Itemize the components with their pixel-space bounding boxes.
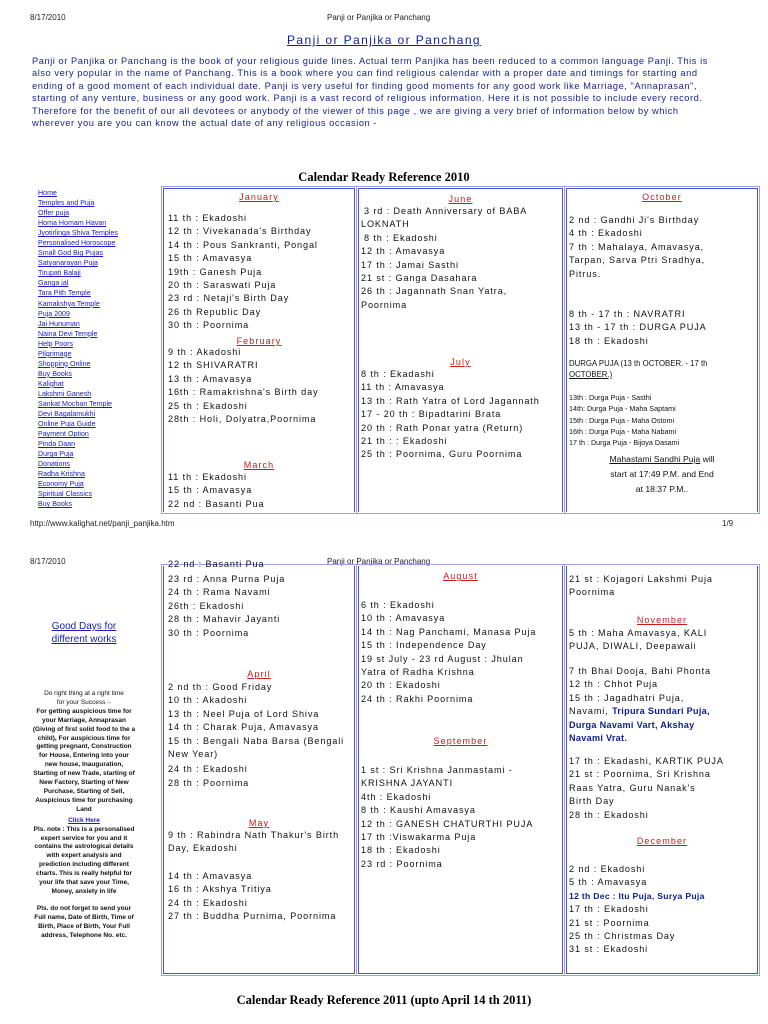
calendar-title: Calendar Ready Reference 2010: [298, 170, 470, 184]
calendar-entry: 15 th : Amavasya: [168, 253, 253, 264]
calendar-entry: 23 rd : Poornima: [361, 858, 443, 869]
calendar-entry: 15 th : Bengali Naba Barsa (Bengali: [168, 735, 345, 746]
good-days-text: your Marriage, Annaprasan: [42, 716, 126, 724]
durga-entry: 17 th : Durga Puja - Bijoya Dasami: [569, 438, 680, 448]
november-list-2: [569, 665, 711, 745]
note-text: charts. This is really helpful for: [35, 870, 133, 878]
nav-link[interactable]: Home: [38, 189, 57, 197]
calendar-entry: Day, Ekadoshi: [168, 843, 238, 854]
calendar-entry: PUJA, DIWALI, Deepawali: [569, 641, 697, 652]
calendar-entry: 9 th : Rabindra Nath Thakur's Birth: [168, 830, 340, 840]
calendar-entry: 24 th : Ekadoshi: [168, 897, 248, 908]
month-heading-july: July: [450, 357, 471, 367]
february-list: [168, 346, 319, 426]
note-text: address, Telephone No. etc.: [41, 931, 127, 939]
calendar-entry: 2 nd : Ekadoshi: [569, 864, 646, 874]
calendar-entry: 5 th : Amavasya: [569, 877, 648, 888]
calendar-entry: 17 th : Ekadoshi: [569, 904, 649, 915]
note-text: Pls. do not forget to send your: [36, 904, 132, 912]
calendar-entry: 12 th SHIVARATRI: [168, 360, 259, 371]
note-text: with expert analysis and: [46, 852, 122, 860]
calendar-entry: 11 th : Ekadoshi: [168, 213, 247, 223]
calendar-entry: 14 th : Charak Puja, Amavasya: [168, 722, 319, 733]
calendar-entry: 6 th : Ekadoshi: [361, 600, 435, 610]
sandhi-puja-link-text: Mahastami Sandhi Puja: [609, 454, 701, 464]
april-list: [168, 681, 344, 790]
month-heading-february: February: [236, 336, 282, 346]
good-days-text: Do right thing at a right time: [44, 690, 124, 697]
calendar-entry: 8 th : Ekadoshi: [364, 232, 438, 243]
month-heading-august: August: [443, 571, 478, 581]
nav-link[interactable]: Buy Books: [38, 500, 72, 509]
calendar-entry: 25 th : Poornima, Guru Poornima: [361, 449, 523, 460]
nav-link[interactable]: Buy Books: [38, 369, 72, 378]
calendar-entry: 19th : Ganesh Puja: [168, 266, 263, 277]
good-days-text: New Factory, Starting of New: [39, 779, 129, 787]
intro-line: Panji or Panjika or Panchang is the book of your religious guide lines. Actual term Panjika has been reduced to a common language Panji. This is: [32, 56, 708, 66]
calendar-entry: Yatra of Radha Krishna: [361, 667, 475, 678]
october-list: [569, 214, 705, 281]
calendar-entry: 20 th : Ekadoshi: [361, 680, 441, 691]
good-days-description: [30, 690, 138, 940]
calendar-entry: 21 th : : Ekadoshi: [361, 436, 448, 447]
nav-link[interactable]: Tara Pith Temple: [38, 289, 91, 298]
nav-link[interactable]: Temples and Puja: [38, 199, 95, 208]
good-days-text: Purchase, Starting of Sell,: [43, 787, 125, 795]
calendar-entry: 22 nd : Basanti Pua: [168, 559, 265, 569]
note-text: Money, anxiety in life: [51, 887, 117, 895]
nav-link[interactable]: Pilgrimage: [38, 349, 72, 358]
nav-link[interactable]: Personalised Horoscope: [38, 239, 116, 248]
sandhi-puja-text: will: [700, 454, 715, 464]
calendar-entry: 20 th : Saraswati Puja: [168, 280, 277, 291]
calendar-entry: 17 th :Viswakarma Puja: [361, 832, 477, 843]
calendar-entry: 21 st : Poornima: [569, 917, 650, 928]
nav-link[interactable]: Lakshmi Ganesh: [38, 389, 92, 398]
durga-puja-heading-line: DURGA PUJA (13 th OCTOBER. - 17 th: [569, 359, 708, 368]
good-days-panel: [36, 620, 132, 646]
nav-link[interactable]: Jai Hunuman: [38, 319, 80, 328]
calendar-entry: KRISHNA JAYANTI: [361, 778, 453, 789]
note-text: your life that save your Time,: [39, 879, 129, 887]
durga-entry: 15th : Durga Puja - Maha Ostomi: [569, 415, 675, 425]
calendar-entry: 10 th : Amavasya: [361, 613, 446, 624]
durga-entry: 13th : Durga Puja - Sasthi: [569, 393, 652, 402]
calendar-entry: 16th : Ramakrishna's Birth day: [168, 387, 319, 398]
intro-paragraph: [32, 55, 760, 129]
calendar-entry: Raas Yatra, Guru Nanak's: [569, 782, 696, 793]
nav-link[interactable]: Radha Krishna: [38, 470, 85, 479]
calendar-entry-bold: 12 th Dec : Itu Puja, Surya Puja: [569, 890, 705, 901]
calendar-entry: 28 th : Ekadoshi: [569, 809, 649, 820]
march-cont-cut: [168, 559, 265, 572]
calendar-entry: 24 th : Rama Navami: [168, 587, 271, 598]
month-heading-march: March: [243, 460, 275, 470]
intro-line: Therefore for the benefit of our all devotees or anybody of the viewer of this page , we are giving a very brief of information below by which: [32, 105, 679, 116]
note-text: contains the astrological details: [34, 843, 134, 851]
january-list: [168, 212, 318, 333]
calendar-entry: 8 th : Kaushi Amavasya: [361, 805, 476, 816]
calendar-entry: 30 th : Poornima: [168, 627, 250, 638]
nav-link[interactable]: Online Puja Guide: [38, 420, 96, 429]
calendar-entry: Pitrus.: [569, 268, 602, 279]
month-heading-november: November: [636, 615, 688, 625]
note-text: Pls. note : This is a personalised: [33, 825, 135, 833]
calendar-entry: 10 th : Akadoshi: [168, 695, 248, 706]
nav-link[interactable]: Shopping Online: [38, 359, 91, 368]
nav-link[interactable]: Donations: [38, 460, 70, 469]
may-list-2: [168, 870, 336, 924]
intro-line: wherever you are you can know the actual date of any religious occasion -: [32, 118, 378, 129]
intro-line: ending of a good moment of each individual date. Panji is very useful for finding good moments for any good work like Marriage, "Annaprasan",: [32, 80, 698, 91]
nav-link[interactable]: Jyotirlinga Shiva Temples: [38, 229, 118, 238]
nav-link[interactable]: Sankat Mochan Temple: [38, 399, 113, 408]
good-days-text: for House, Entering into your: [39, 752, 129, 760]
month-heading-june: June: [448, 194, 473, 204]
good-days-text: Starting of new Trade, starting of: [33, 770, 135, 778]
june-list: [361, 205, 527, 312]
calendar-entry: 15 th : Independence Day: [361, 640, 487, 651]
calendar-entry: 4 th : Ekadoshi: [569, 228, 643, 239]
calendar-entry: 13 th : Neel Puja of Lord Shiva: [168, 708, 320, 719]
page2-title: Panji or Panjika or Panchang: [327, 557, 431, 566]
march-list: [168, 471, 264, 511]
calendar-entry: 24 th : Ekadoshi: [168, 764, 248, 775]
month-heading-december: December: [636, 836, 688, 846]
calendar-entry: 12 th : Amavasya: [361, 246, 446, 257]
calendar-entry: 13 th : Amavasya: [168, 373, 253, 384]
calendar-entry: 22 nd : Basanti Pua: [168, 498, 265, 509]
nav-link[interactable]: Ganga jal: [38, 279, 69, 288]
page-title: Panji or Panjika or Panchang: [287, 33, 481, 47]
nav-link[interactable]: Kalighat: [38, 379, 64, 388]
calendar-entry: 21 st : Kojagori Lakshmi Puja: [569, 574, 713, 584]
october-cont-list: [569, 573, 713, 600]
note-text: expert service for you and it: [40, 834, 128, 842]
calendar-entry: Poornima: [569, 587, 616, 598]
month-heading-october: October: [642, 192, 682, 202]
page-number: 1/9: [722, 519, 734, 528]
calendar-entry: 11 th : Ekadoshi: [168, 472, 247, 482]
calendar-entry: 30 th : Poornima: [168, 320, 250, 331]
nav-link[interactable]: Homa Homam Havan: [38, 219, 107, 228]
month-heading-may: May: [248, 818, 270, 828]
footer-url[interactable]: http://www.kalighat.net/panji_panjika.htm: [30, 519, 175, 528]
calendar-entry: 26th : Ekadoshi: [168, 600, 245, 611]
calendar-entry: 16 th : Akshya Tritiya: [168, 884, 272, 895]
calendar-entry: 8 th : Ekadashi: [361, 369, 435, 379]
intro-line: starting of any venture, business or any good work. Panji is a vast record of religious information. Here it is not possible to include every record.: [32, 93, 703, 104]
calendar-entry: 27 th : Buddha Purnima, Poornima: [168, 911, 337, 922]
may-list: [168, 829, 339, 856]
calendar-entry: 25 th : Ekadoshi: [168, 400, 248, 411]
calendar-entry: 23 rd : Anna Purna Puja: [168, 574, 286, 584]
calendar-entry: 20 th : Rath Ponar yatra (Return): [361, 422, 524, 433]
calendar-entry: 11 th : Amavasya: [361, 382, 445, 393]
sidebar-nav: [38, 188, 118, 510]
note-text: Full name, Date of Birth, Time of: [34, 913, 134, 921]
calendar-entry: 14 th : Nag Panchami, Manasa Puja: [361, 626, 537, 637]
intro-line: also very popular in the name of Panchang. This is a book where you can find religious calendar with a proper date and timings for starting and: [32, 68, 698, 79]
good-days-text: for your Success :-: [56, 698, 112, 706]
month-heading-january: January: [239, 192, 279, 202]
calendar-entry: 26 th : Jagannath Snan Yatra,: [361, 286, 508, 297]
calendar-entry: Navami,: [569, 706, 613, 717]
calendar-entry: 9 th : Akadoshi: [168, 347, 242, 357]
calendar-entry: 28 th : Poornima: [168, 777, 250, 788]
calendar-entry: 3 rd : Death Anniversary of BABA: [364, 206, 528, 216]
page2-date: 8/17/2010: [30, 557, 66, 566]
calendar-entry: 4th : Ekadoshi: [361, 791, 432, 802]
calendar-entry: Poornima: [361, 299, 408, 310]
december-list: [569, 863, 705, 957]
november-list: [569, 627, 707, 654]
calendar-entry: 31 st : Ekadoshi: [569, 944, 649, 955]
nav-link[interactable]: Pinda Daan: [38, 440, 76, 449]
calendar-entry: 24 th : Rakhi Poornima: [361, 693, 474, 704]
calendar-entry: 13 th - 17 th : DURGA PUJA: [569, 322, 707, 333]
nav-link[interactable]: Kamakshya Temple: [38, 299, 100, 308]
july-list: [361, 368, 540, 462]
nav-link[interactable]: Devi Bagalamukhi: [38, 410, 96, 419]
calendar-entry-bold: Durga Navami Vart, Akshay: [569, 719, 695, 730]
durga-puja-heading-line: OCTOBER.): [569, 370, 613, 379]
good-days-text: Auspicious time for purchasing: [35, 796, 133, 804]
calendar-entry: 15 th : Jagadhatri Puja,: [569, 692, 685, 703]
calendar-entry: 14 th : Pous Sankranti, Pongal: [168, 239, 318, 250]
nav-link[interactable]: Economy Puja: [38, 480, 84, 489]
calendar-entry: 25 th : Christmas Day: [569, 931, 676, 942]
good-days-text: (Giving of first solid food to the a: [32, 725, 136, 733]
september-list: [361, 764, 533, 871]
navratri-list: [569, 308, 707, 348]
sandhi-puja-note: [566, 452, 758, 497]
calendar-entry: 21 st : Poornima, Sri Krishna: [569, 769, 711, 780]
good-days-text: Land: [76, 805, 92, 813]
august-list: [361, 599, 536, 706]
calendar-entry: 12 th : Chhot Puja: [569, 679, 658, 690]
calendar-entry: 26 th Republic Day: [168, 306, 262, 317]
sandhi-puja-text: start at 17:49 P.M. and End: [610, 469, 714, 479]
calendar-entry: 17 th : Ekadashi, KARTIK PUJA: [569, 756, 724, 766]
good-days-text: getting pregnant, Construction: [36, 743, 132, 751]
nav-link[interactable]: Help Poors: [38, 339, 74, 348]
calendar-entry: 5 th : Maha Amavasya, KALI: [569, 628, 708, 638]
durga-puja-heading: [569, 358, 708, 380]
calendar-entry: 23 rd : Netaji's Birth Day: [168, 293, 290, 304]
month-heading-april: April: [247, 669, 271, 679]
note-text: Birth, Place of Birth, Your Full: [38, 922, 130, 930]
nav-link[interactable]: Naina Devi Temple: [38, 329, 98, 338]
calendar-entry: 13 th : Rath Yatra of Lord Jagannath: [361, 395, 540, 406]
calendar-entry: Birth Day: [569, 796, 615, 807]
good-days-text: child), For auspicious time for: [37, 734, 131, 742]
november-list-3: [569, 755, 724, 822]
calendar-entry-bold: Navami Vrat.: [569, 733, 628, 744]
calendar-entry: 19 st July - 23 rd August : Jhulan: [361, 653, 524, 664]
durga-entry: 16th : Durga Puja - Maha Nabami: [569, 426, 677, 436]
page1-date: 8/17/2010: [30, 13, 66, 22]
nav-link[interactable]: Offer puja: [38, 209, 70, 218]
sandhi-puja-text: at 18:37 P.M..: [635, 484, 689, 494]
durga-entry: 14th: Durga Puja - Maha Saptami: [569, 404, 676, 414]
calendar-entry-bold: Tripura Sundari Puja,: [612, 706, 710, 717]
calendar-title-2011: Calendar Ready Reference 2011 (upto April 14 th 2011): [236, 993, 532, 1007]
nav-link[interactable]: Spiritual Classics: [38, 490, 93, 499]
calendar-entry: 17 th : Jamai Sasthi: [361, 259, 459, 270]
calendar-entry: 8 th - 17 th : NAVRATRI: [569, 309, 686, 319]
calendar-entry: 7 th : Mahalaya, Amavasya,: [569, 241, 705, 252]
good-days-link[interactable]: Good Days for different works: [51, 621, 117, 645]
calendar-entry: 2 nd th : Good Friday: [168, 682, 273, 692]
calendar-entry: 18 th : Ekadoshi: [569, 335, 649, 346]
calendar-entry: Tarpan, Sarva Ptri Sradhya,: [569, 255, 706, 266]
march-list-cont: [168, 573, 285, 640]
note-text: prediction including different: [39, 861, 129, 869]
nav-link[interactable]: Puja 2009: [38, 309, 70, 318]
calendar-entry: 17 - 20 th : Bipadtarini Brata: [361, 409, 502, 420]
nav-link[interactable]: Payment Option: [38, 430, 89, 439]
good-days-text: For getting auspicious time for: [36, 707, 132, 715]
calendar-entry: 12 th : Vivekanada's Birthday: [168, 226, 312, 237]
month-heading-september: September: [433, 736, 488, 746]
calendar-entry: New Year): [168, 749, 219, 760]
good-days-text: new house, Inauguration,: [44, 761, 124, 769]
nav-link[interactable]: Satyanarayan Puja: [38, 259, 98, 268]
calendar-entry: 18 th : Ekadoshi: [361, 845, 441, 856]
click-here-link[interactable]: Click Here: [68, 816, 100, 824]
calendar-entry: 28th : Holi, Dolyatra,Poornima: [168, 414, 317, 425]
nav-link[interactable]: Tirupati Balaji: [38, 269, 81, 278]
calendar-entry: 14 th : Amavasya: [168, 871, 253, 881]
page1-title: Panji or Panjika or Panchang: [327, 13, 431, 22]
nav-link[interactable]: Durga Puja: [38, 450, 74, 459]
calendar-entry: 15 th : Amavasya: [168, 485, 253, 496]
calendar-entry: 2 nd : Gandhi Ji's Birthday: [569, 215, 700, 225]
calendar-entry: 28 th : Mahavir Jayanti: [168, 614, 281, 625]
calendar-entry: 1 st : Sri Krishna Janmastami -: [361, 765, 513, 775]
calendar-entry: LOKNATH: [361, 219, 410, 230]
nav-link[interactable]: Small God Big Pujas: [38, 249, 104, 258]
durga-puja-list: [569, 392, 679, 448]
calendar-entry: 12 th : GANESH CHATURTHI PUJA: [361, 818, 534, 829]
calendar-entry: 7 th Bhai Dooja, Bahi Phonta: [569, 666, 711, 676]
calendar-entry: 21 st : Ganga Dasahara: [361, 273, 478, 284]
